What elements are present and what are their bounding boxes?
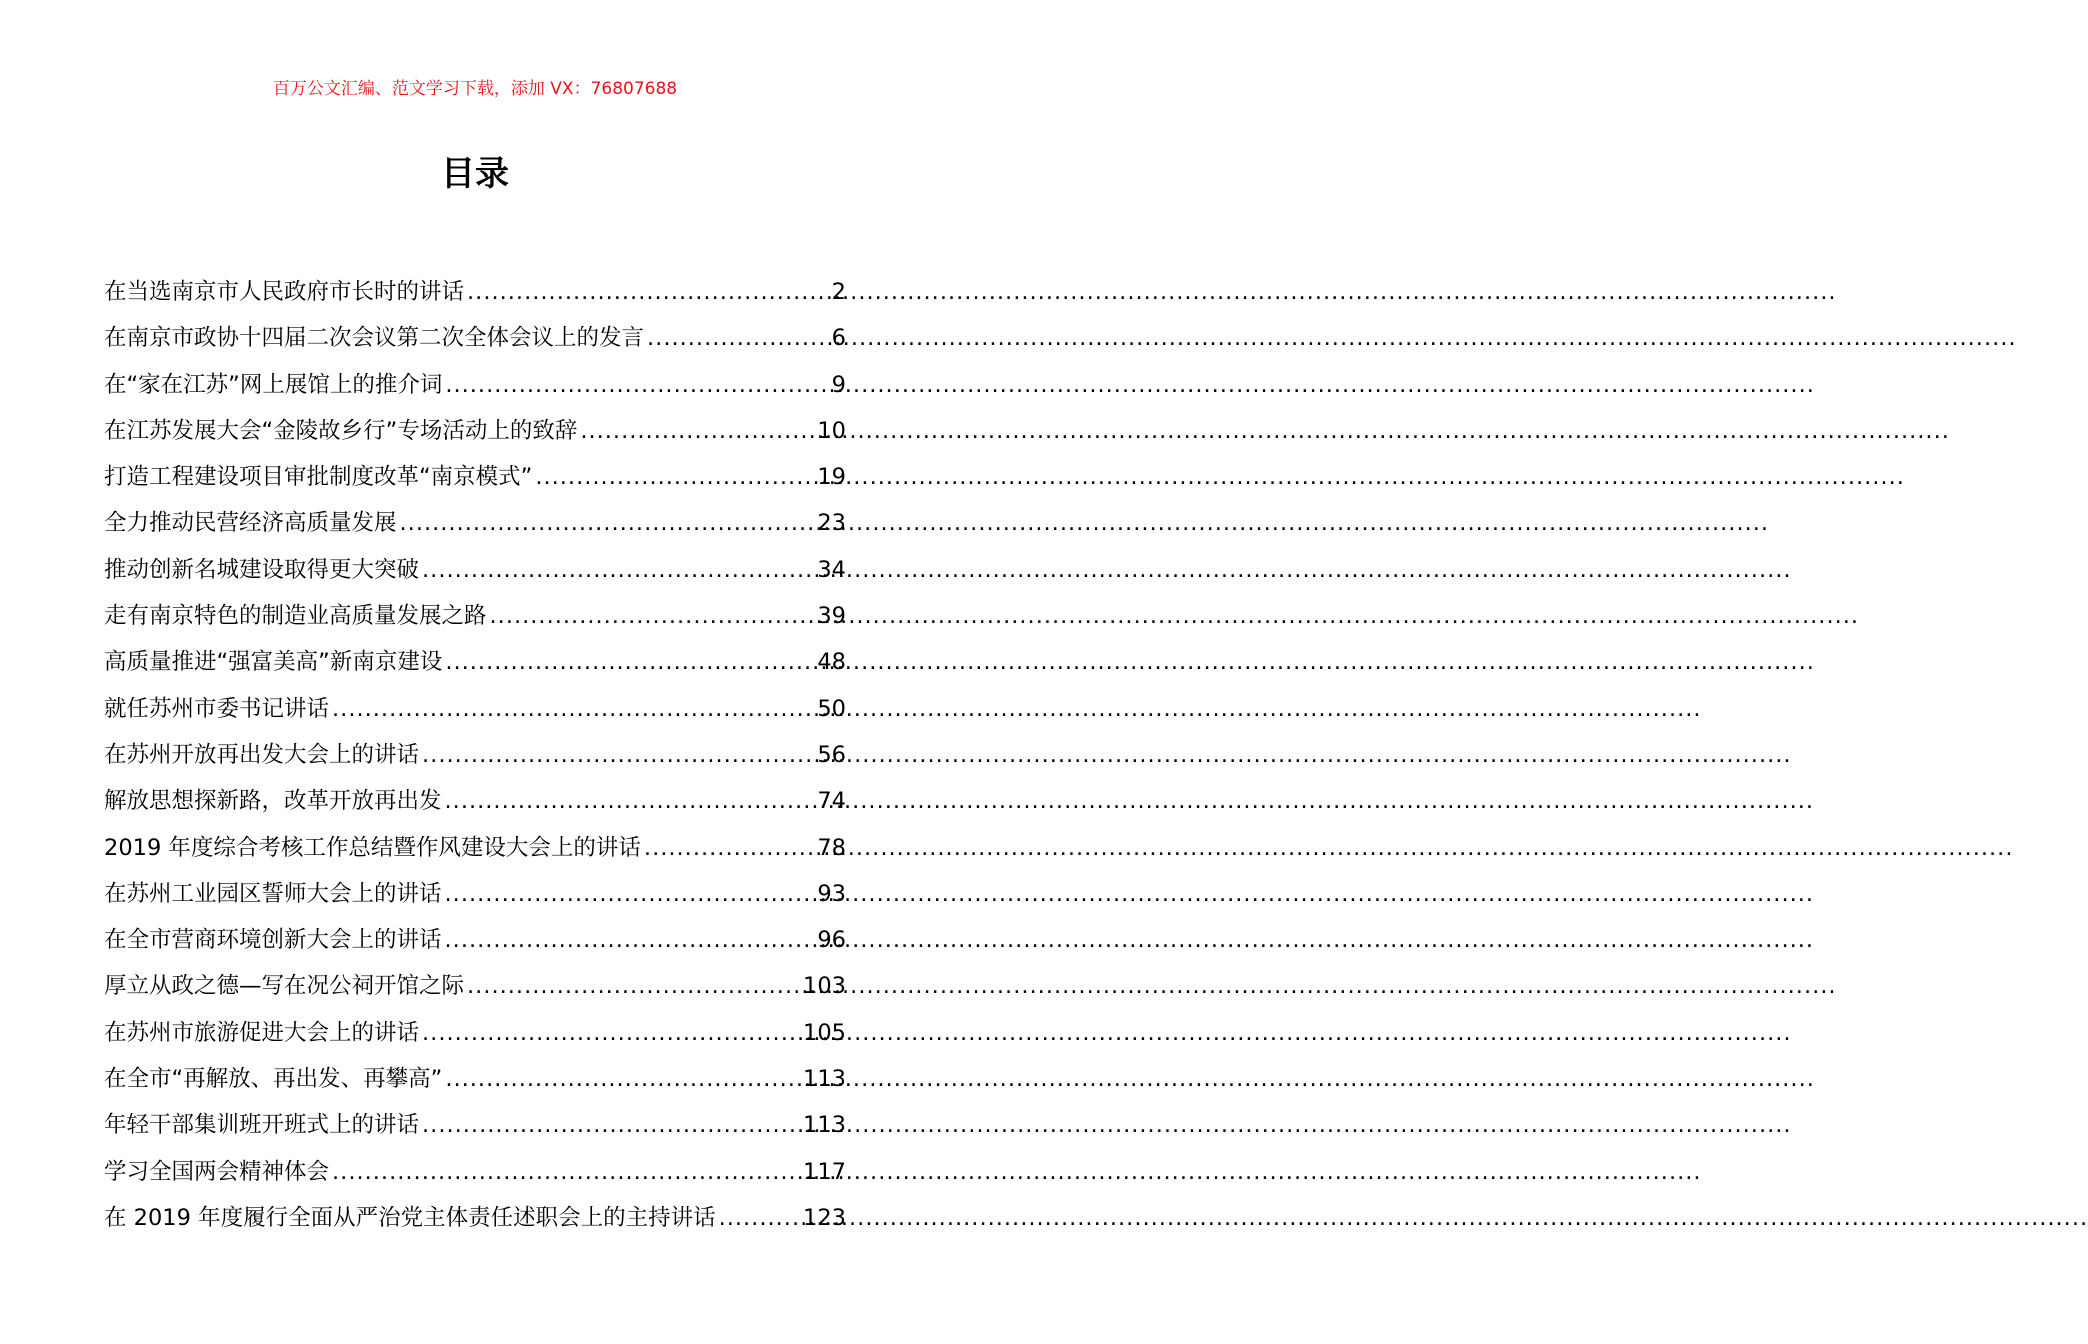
toc-entry-title: 在南京市政协十四届二次会议第二次全体会议上的发言 [104, 325, 645, 352]
toc-entry[interactable] [104, 1013, 846, 1059]
toc-entry[interactable] [104, 365, 846, 411]
toc-entry[interactable] [104, 735, 846, 781]
toc-entry-title: 在 2019 年度履行全面从严治党主体责任述职会上的主持讲话 [104, 1204, 716, 1231]
toc-entry-title: 年轻干部集训班开班式上的讲话 [104, 1112, 420, 1139]
toc-page-number: 34 [817, 556, 846, 583]
toc-dot-leader [445, 365, 828, 405]
toc-entry-title: 厚立从政之德—写在况公祠开馆之际 [104, 973, 465, 1000]
toc-entry[interactable] [104, 457, 846, 503]
toc-dot-leader [445, 920, 815, 960]
toc-entry[interactable] [104, 642, 846, 688]
toc-dot-leader [445, 642, 814, 682]
toc-entry[interactable] [104, 689, 846, 735]
toc-dot-leader [445, 781, 815, 821]
toc-entry-title: 在苏州市旅游促进大会上的讲话 [104, 1019, 420, 1046]
toc-entry-title: 高质量推进“强富美高”新南京建设 [104, 649, 443, 676]
toc-entry[interactable] [104, 411, 846, 457]
toc-entry-title: 走有南京特色的制造业高质量发展之路 [104, 603, 487, 630]
toc-page-number: 10 [817, 417, 846, 444]
toc-page-number: 78 [817, 834, 846, 861]
toc-dot-leader [422, 735, 814, 775]
toc-entry-title: 2019 年度综合考核工作总结暨作风建设大会上的讲话 [104, 834, 641, 861]
toc-dot-leader [445, 874, 815, 914]
toc-dot-leader [467, 966, 800, 1006]
toc-page-number: 6 [831, 325, 846, 352]
toc-dot-leader [422, 1105, 800, 1145]
toc-page-number: 117 [803, 1158, 846, 1185]
toc-page-number: 50 [817, 695, 846, 722]
toc-entry[interactable] [104, 1105, 846, 1151]
toc-entry-title: 在苏州开放再出发大会上的讲话 [104, 741, 420, 768]
toc-dot-leader [490, 596, 815, 636]
toc-page-number: 2 [831, 279, 846, 305]
toc-page-number: 93 [817, 880, 846, 907]
toc-entry[interactable] [104, 1198, 846, 1244]
toc-dot-leader [445, 1059, 800, 1099]
toc-entry-title: 在全市“再解放、再出发、再攀高” [104, 1066, 443, 1093]
toc-entry[interactable] [104, 920, 846, 966]
toc-dot-leader [647, 318, 829, 358]
toc-page-number: 23 [817, 510, 846, 537]
toc-page-number: 9 [831, 371, 846, 398]
toc-dot-leader [467, 272, 829, 312]
page-title: 目录 [441, 154, 509, 194]
toc-dot-leader [422, 550, 814, 590]
toc-page-number: 48 [817, 649, 846, 676]
toc-page-number: 39 [817, 603, 846, 630]
toc-dot-leader [332, 689, 814, 729]
toc-entry[interactable] [104, 874, 846, 920]
toc-entry-title: 全力推动民营经济高质量发展 [104, 510, 397, 537]
toc-dot-leader [400, 503, 815, 543]
toc-entry[interactable] [104, 550, 846, 596]
toc-entry[interactable] [104, 966, 846, 1012]
toc-entry-title: 学习全国两会精神体会 [104, 1158, 330, 1185]
toc-entry-title: 解放思想探新路，改革开放再出发 [104, 788, 442, 815]
toc-entry-title: 在苏州工业园区誓师大会上的讲话 [104, 880, 442, 907]
toc-entry[interactable] [104, 781, 846, 827]
toc-entry-title: 就任苏州市委书记讲话 [104, 695, 330, 722]
toc-entry[interactable] [104, 318, 846, 364]
toc-dot-leader [422, 1013, 800, 1053]
toc-dot-leader [580, 411, 814, 451]
toc-entry-title: 在全市营商环境创新大会上的讲话 [104, 927, 442, 954]
toc-page-number: 19 [817, 464, 846, 491]
toc-page-number: 56 [817, 741, 846, 768]
toc-dot-leader [535, 457, 814, 497]
toc-entry[interactable] [104, 1059, 846, 1105]
toc-entry[interactable] [104, 272, 846, 318]
toc-page-number: 105 [803, 1019, 846, 1046]
toc-entry[interactable] [104, 1152, 846, 1198]
toc-entry[interactable] [104, 828, 846, 874]
toc-dot-leader [644, 828, 814, 868]
toc-page-number: 96 [817, 927, 846, 954]
toc-page-number: 74 [817, 788, 846, 815]
toc-entry-title: 在当选南京市人民政府市长时的讲话 [104, 279, 465, 305]
toc-entry[interactable] [104, 503, 846, 549]
toc-page-number: 123 [803, 1204, 846, 1231]
toc-dot-leader [332, 1152, 800, 1192]
header-note: 百万公文汇编、范文学习下载，添加 VX：76807688 [272, 79, 678, 99]
toc-entry[interactable] [104, 596, 846, 642]
table-of-contents [104, 272, 846, 1244]
toc-page-number: 103 [803, 973, 846, 1000]
toc-entry-title: 推动创新名城建设取得更大突破 [104, 556, 420, 583]
toc-dot-leader [719, 1198, 800, 1238]
toc-page-number: 113 [803, 1066, 846, 1093]
toc-page-number: 113 [803, 1112, 846, 1139]
toc-entry-title: 在“家在江苏”网上展馆上的推介词 [104, 371, 443, 398]
toc-entry-title: 打造工程建设项目审批制度改革“南京模式” [104, 464, 533, 491]
toc-entry-title: 在江苏发展大会“金陵故乡行”专场活动上的致辞 [104, 417, 578, 444]
